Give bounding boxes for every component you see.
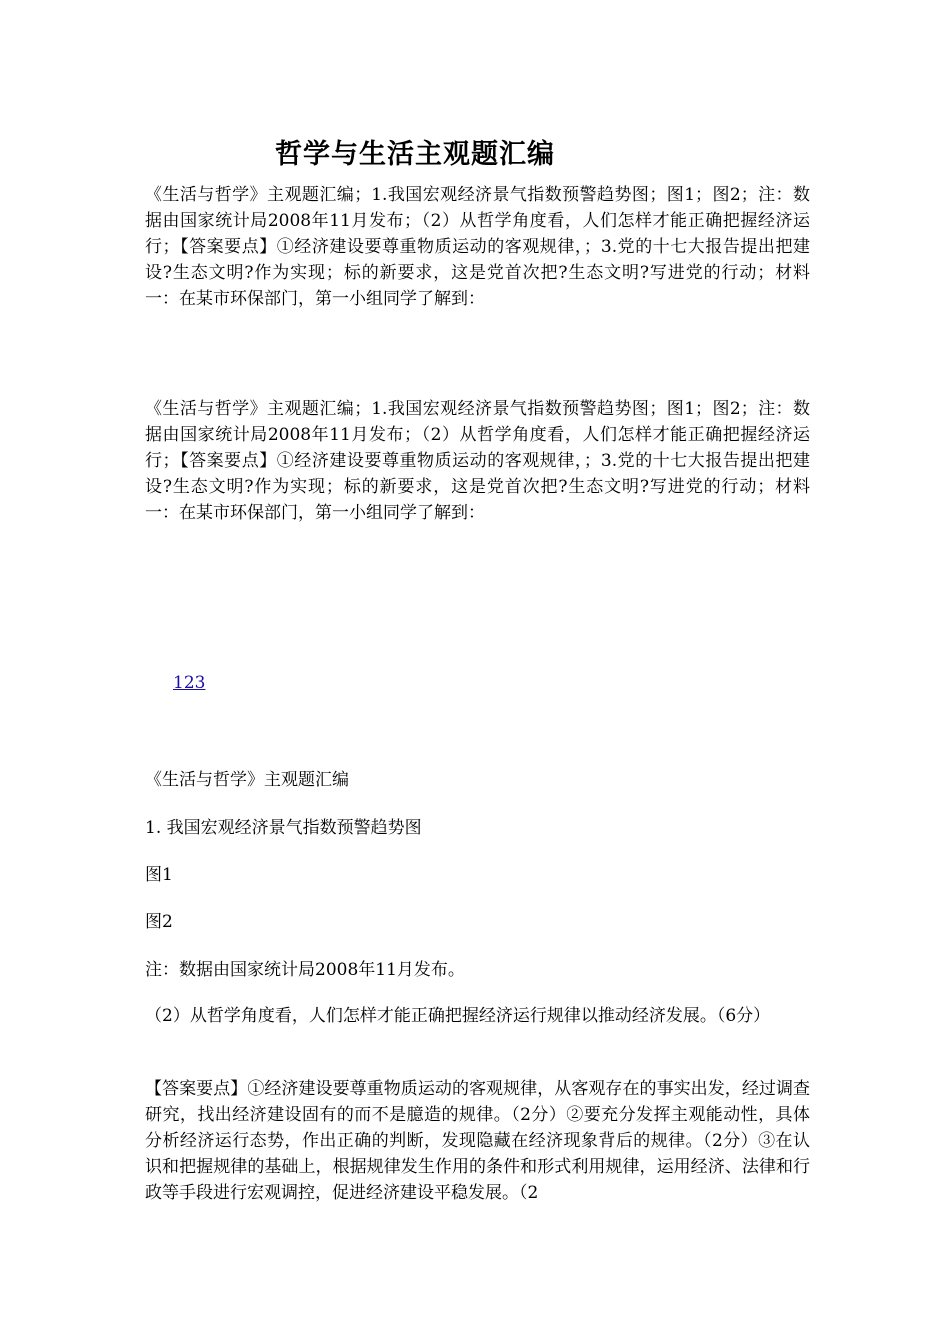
page-number-link[interactable]: 123 xyxy=(173,673,206,693)
answer-key: 【答案要点】①经济建设要尊重物质运动的客观规律，从客观存在的事实出发，经过调查研究，找出经济建设固有的而不是臆造的规律。（2分）②要充分发挥主观能动性，具体分析经济运行态势，作出正确的判断，发现隐藏在经济现象背后的规律。（2分）③在认识和把握规律的基础上，根据规律发生作用的条件和形式利用规律，运用经济、法律和行政等手段进行宏观调控，促进经济建设平稳发展。（2 xyxy=(145,1079,810,1203)
summary-paragraph: 《生活与哲学》主观题汇编；1.我国宏观经济景气指数预警趋势图；图1；图2；注：数据由国家统计局2008年11月发布；（2）从哲学角度看，人们怎样才能正确把握经济运行；【答案要点】①经济建设要尊重物质运动的客观规律，；3.党的十七大报告提出把建设?生态文明?作为实现；标的新要求，这是党首次把?生态文明?写进党的行动；材料一：在某市环保部门，第一小组同学了解到： xyxy=(145,185,810,309)
summary-paragraph-repeat: 《生活与哲学》主观题汇编；1.我国宏观经济景气指数预警趋势图；图1；图2；注：数据由国家统计局2008年11月发布；（2）从哲学角度看，人们怎样才能正确把握经济运行；【答案要点】①经济建设要尊重物质运动的客观规律，；3.党的十七大报告提出把建设?生态文明?作为实现；标的新要求，这是党首次把?生态文明?写进党的行动；材料一：在某市环保部门，第一小组同学了解到： xyxy=(145,399,810,523)
figure-1-label: 图1 xyxy=(145,865,173,885)
data-note: 注：数据由国家统计局2008年11月发布。 xyxy=(145,960,465,980)
question-2: （2）从哲学角度看，人们怎样才能正确把握经济运行规律以推动经济发展。（6分） xyxy=(145,1006,771,1026)
figure-2-label: 图2 xyxy=(145,912,173,932)
question-item-1: 1. 我国宏观经济景气指数预警趋势图 xyxy=(145,818,422,838)
body-heading: 《生活与哲学》主观题汇编 xyxy=(145,770,349,790)
document-title: 哲学与生活主观题汇编 xyxy=(275,139,555,170)
